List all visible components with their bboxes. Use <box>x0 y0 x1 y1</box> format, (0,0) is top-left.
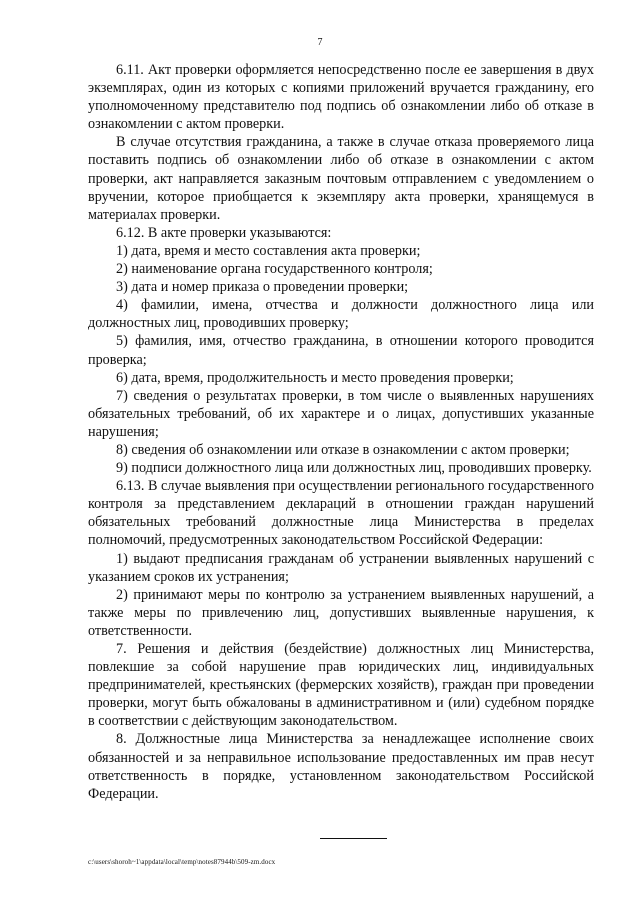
page-number: 7 <box>317 37 323 48</box>
list-item: 6) дата, время, продолжительность и место проведения проверки; <box>116 369 514 386</box>
list-item: 2) принимают меры по контролю за устранением выявленных нарушений, а также меры по привлечению лиц, допустивших выявленные нарушения, к ответственности. <box>88 586 594 639</box>
list-item: 1) выдают предписания гражданам об устранении выявленных нарушений с указанием сроков их устранения; <box>88 550 594 585</box>
file-path-footer: c:\users\shoroh~1\appdata\local\temp\notes87944b\509-zm.docx <box>88 858 276 866</box>
paragraph-absence: В случае отсутствия гражданина, а также в случае отказа проверяемого лица поставить подпись об ознакомлении либо об отказе в ознакомлении с актом проверки, акт направляется заказным почтовым отправлением с уведомлением о вручении, которое приобщается к экземпляру акта проверки, хранящемуся в материалах проверки. <box>88 134 594 223</box>
list-item: 8) сведения об ознакомлении или отказе в ознакомлении с актом проверки; <box>116 441 570 458</box>
list-item: 1) дата, время и место составления акта проверки; <box>116 242 421 259</box>
paragraph-7: 7. Решения и действия (бездействие) должностных лиц Министерства, повлекшие за собой нарушение прав юридических лиц, индивидуальных предпринимателей, крестьянских (фермерских хозяйств), граждан при проведении проверки, могут быть обжалованы в административном и (или) судебном порядке в соответствии с действующим законодательством. <box>88 641 594 730</box>
list-item: 2) наименование органа государственного контроля; <box>116 261 433 278</box>
paragraph-8: 8. Должностные лица Министерства за ненадлежащее исполнение своих обязанностей и за неправильное использование предоставленных им прав несут ответственность в порядке, установленном законодательством Российской Федерации. <box>88 731 594 802</box>
paragraph-6-13: 6.13. В случае выявления при осуществлении регионального государственного контроля за представлением деклараций в отношении граждан нарушений обязательных требований должностные лица Министерства в пределах полномочий, предусмотренных законодательством Российской Федерации: <box>88 478 594 549</box>
end-of-document-rule <box>320 838 387 839</box>
list-item: 9) подписи должностного лица или должностных лиц, проводивших проверку. <box>116 460 592 477</box>
document-body <box>88 61 594 803</box>
list-item: 5) фамилия, имя, отчество гражданина, в отношении которого проводится проверка; <box>88 333 594 368</box>
list-item: 4) фамилии, имена, отчества и должности должностного лица или должностных лиц, проводивших проверку; <box>88 297 594 332</box>
paragraph-6-11: 6.11. Акт проверки оформляется непосредственно после ее завершения в двух экземплярах, один из которых с копиями приложений вручается гражданину, его уполномоченному представителю под подпись об ознакомлении либо об отказе в ознакомлении с актом проверки. <box>88 62 594 133</box>
list-item: 7) сведения о результатах проверки, в том числе о выявленных нарушениях обязательных требований, об их характере и о лицах, допустивших указанные нарушения; <box>88 387 594 440</box>
paragraph-6-12: 6.12. В акте проверки указываются: <box>116 224 332 241</box>
list-item: 3) дата и номер приказа о проведении проверки; <box>116 279 409 296</box>
